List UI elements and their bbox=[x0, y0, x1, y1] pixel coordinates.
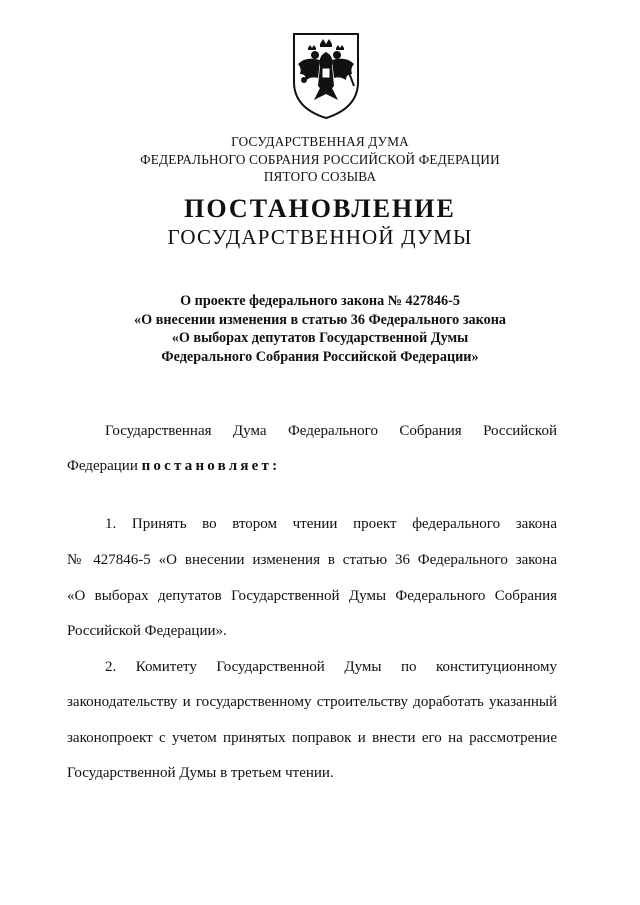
item2-line-4: Государственной Думы в третьем чтении. bbox=[67, 765, 334, 781]
item2-line-2: законодательству и государственному строительству доработать указанный bbox=[67, 694, 557, 710]
item2-line-1: 2. Комитету Государственной Думы по конституционному bbox=[105, 659, 557, 675]
subject-line-1: О проекте федерального закона № 427846-5 bbox=[180, 293, 460, 309]
subject-line-2: «О внесении изменения в статью 36 Федерального закона bbox=[134, 311, 506, 328]
decree-verb: постановляет: bbox=[141, 458, 281, 474]
subject-block bbox=[0, 292, 640, 366]
intro-line-2-start: Федерации bbox=[67, 458, 142, 474]
header-line-2: ФЕДЕРАЛЬНОГО СОБРАНИЯ РОССИЙСКОЙ ФЕДЕРАЦИИ bbox=[140, 151, 500, 167]
item1-line-3: «О выборах депутатов Государственной Думы Федерального Собрания bbox=[67, 588, 557, 604]
subject-line-3: «О выборах депутатов Государственной Думы bbox=[171, 330, 469, 346]
issuer-header bbox=[0, 133, 640, 186]
document-title: ПОСТАНОВЛЕНИЕ bbox=[184, 194, 456, 223]
intro-line-1: Государственная Дума Федерального Собрания Российской bbox=[105, 423, 557, 439]
item1-line-1: 1. Принять во втором чтении проект федерального закона bbox=[105, 516, 557, 532]
item1-line-2: № 427846-5 «О внесении изменения в статью 36 Федерального закона bbox=[67, 552, 557, 568]
header-line-3: ПЯТОГО СОЗЫВА bbox=[263, 169, 377, 184]
intro-line-2 bbox=[67, 457, 557, 475]
item1-line-4: Российской Федерации». bbox=[67, 623, 227, 639]
coat-of-arms-emblem bbox=[290, 30, 362, 120]
item2-line-3: законопроект с учетом принятых поправок и внести его на рассмотрение bbox=[67, 730, 557, 746]
document-subtitle: ГОСУДАРСТВЕННОЙ ДУМЫ bbox=[167, 225, 473, 249]
header-line-1: ГОСУДАРСТВЕННАЯ ДУМА bbox=[231, 134, 409, 149]
subject-line-4: Федерального Собрания Российской Федерации» bbox=[161, 348, 479, 365]
